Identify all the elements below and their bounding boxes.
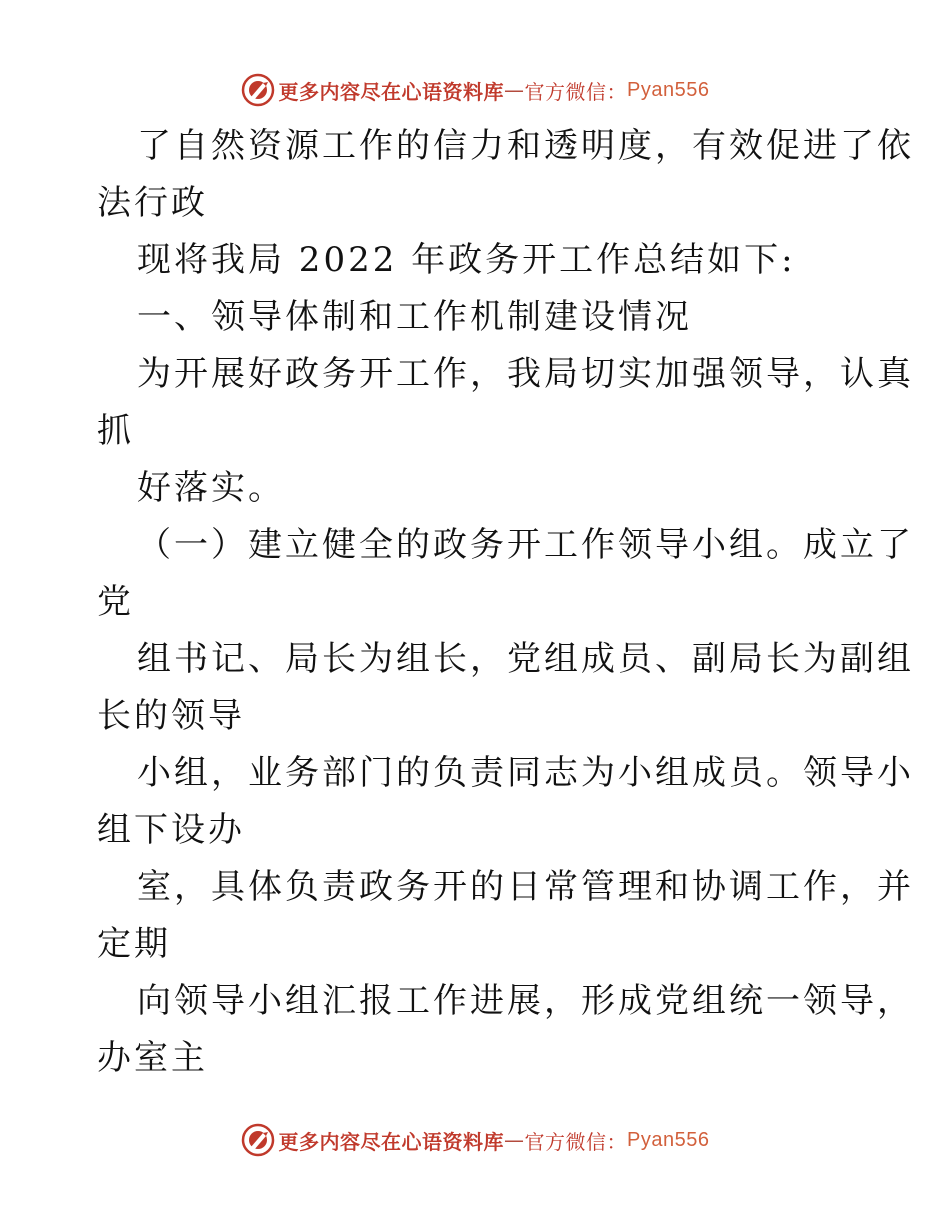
body-line: 办室主 — [97, 1038, 208, 1078]
body-line: 了自然资源工作的信力和透明度，有效促进了依 — [137, 126, 914, 166]
header-watermark-banner — [0, 70, 950, 110]
body-line: 组下设办 — [97, 810, 245, 850]
banner-main-text: 更多内容尽在心语资料库 — [278, 1129, 505, 1154]
pen-logo-icon — [241, 1123, 275, 1157]
body-line: 长的领导 — [97, 696, 245, 736]
body-line: 好落实。 — [137, 468, 285, 508]
body-line: （一）建立健全的政务开工作领导小组。成立了 — [137, 525, 914, 565]
body-line: 现将我局 2022 年政务开工作总结如下: — [137, 240, 796, 280]
body-line: 组书记、局长为组长，党组成员、副局长为副组 — [137, 639, 914, 679]
banner-wechat-label: 官方微信： — [524, 1129, 628, 1154]
body-line: 抓 — [97, 411, 134, 451]
footer-watermark-banner — [0, 1120, 950, 1160]
banner-dash: — — [504, 1128, 525, 1152]
banner-wechat-label: 官方微信： — [524, 79, 628, 104]
pen-logo-icon — [241, 73, 275, 107]
document-body — [97, 118, 914, 1087]
banner-wechat-id: Pyan556 — [627, 1128, 710, 1151]
banner-wechat-id: Pyan556 — [627, 78, 710, 101]
section-heading: 一、领导体制和工作机制建设情况 — [137, 297, 692, 337]
body-line: 党 — [97, 582, 134, 622]
body-line: 室，具体负责政务开的日常管理和协调工作，并 — [137, 867, 914, 907]
body-line: 法行政 — [97, 183, 208, 223]
body-line: 小组，业务部门的负责同志为小组成员。领导小 — [137, 753, 914, 793]
body-line: 为开展好政务开工作，我局切实加强领导，认真 — [137, 354, 914, 394]
banner-main-text: 更多内容尽在心语资料库 — [278, 79, 505, 104]
body-line: 定期 — [97, 924, 171, 964]
body-line: 向领导小组汇报工作进展，形成党组统一领导， — [137, 981, 914, 1021]
banner-dash: — — [504, 78, 525, 102]
